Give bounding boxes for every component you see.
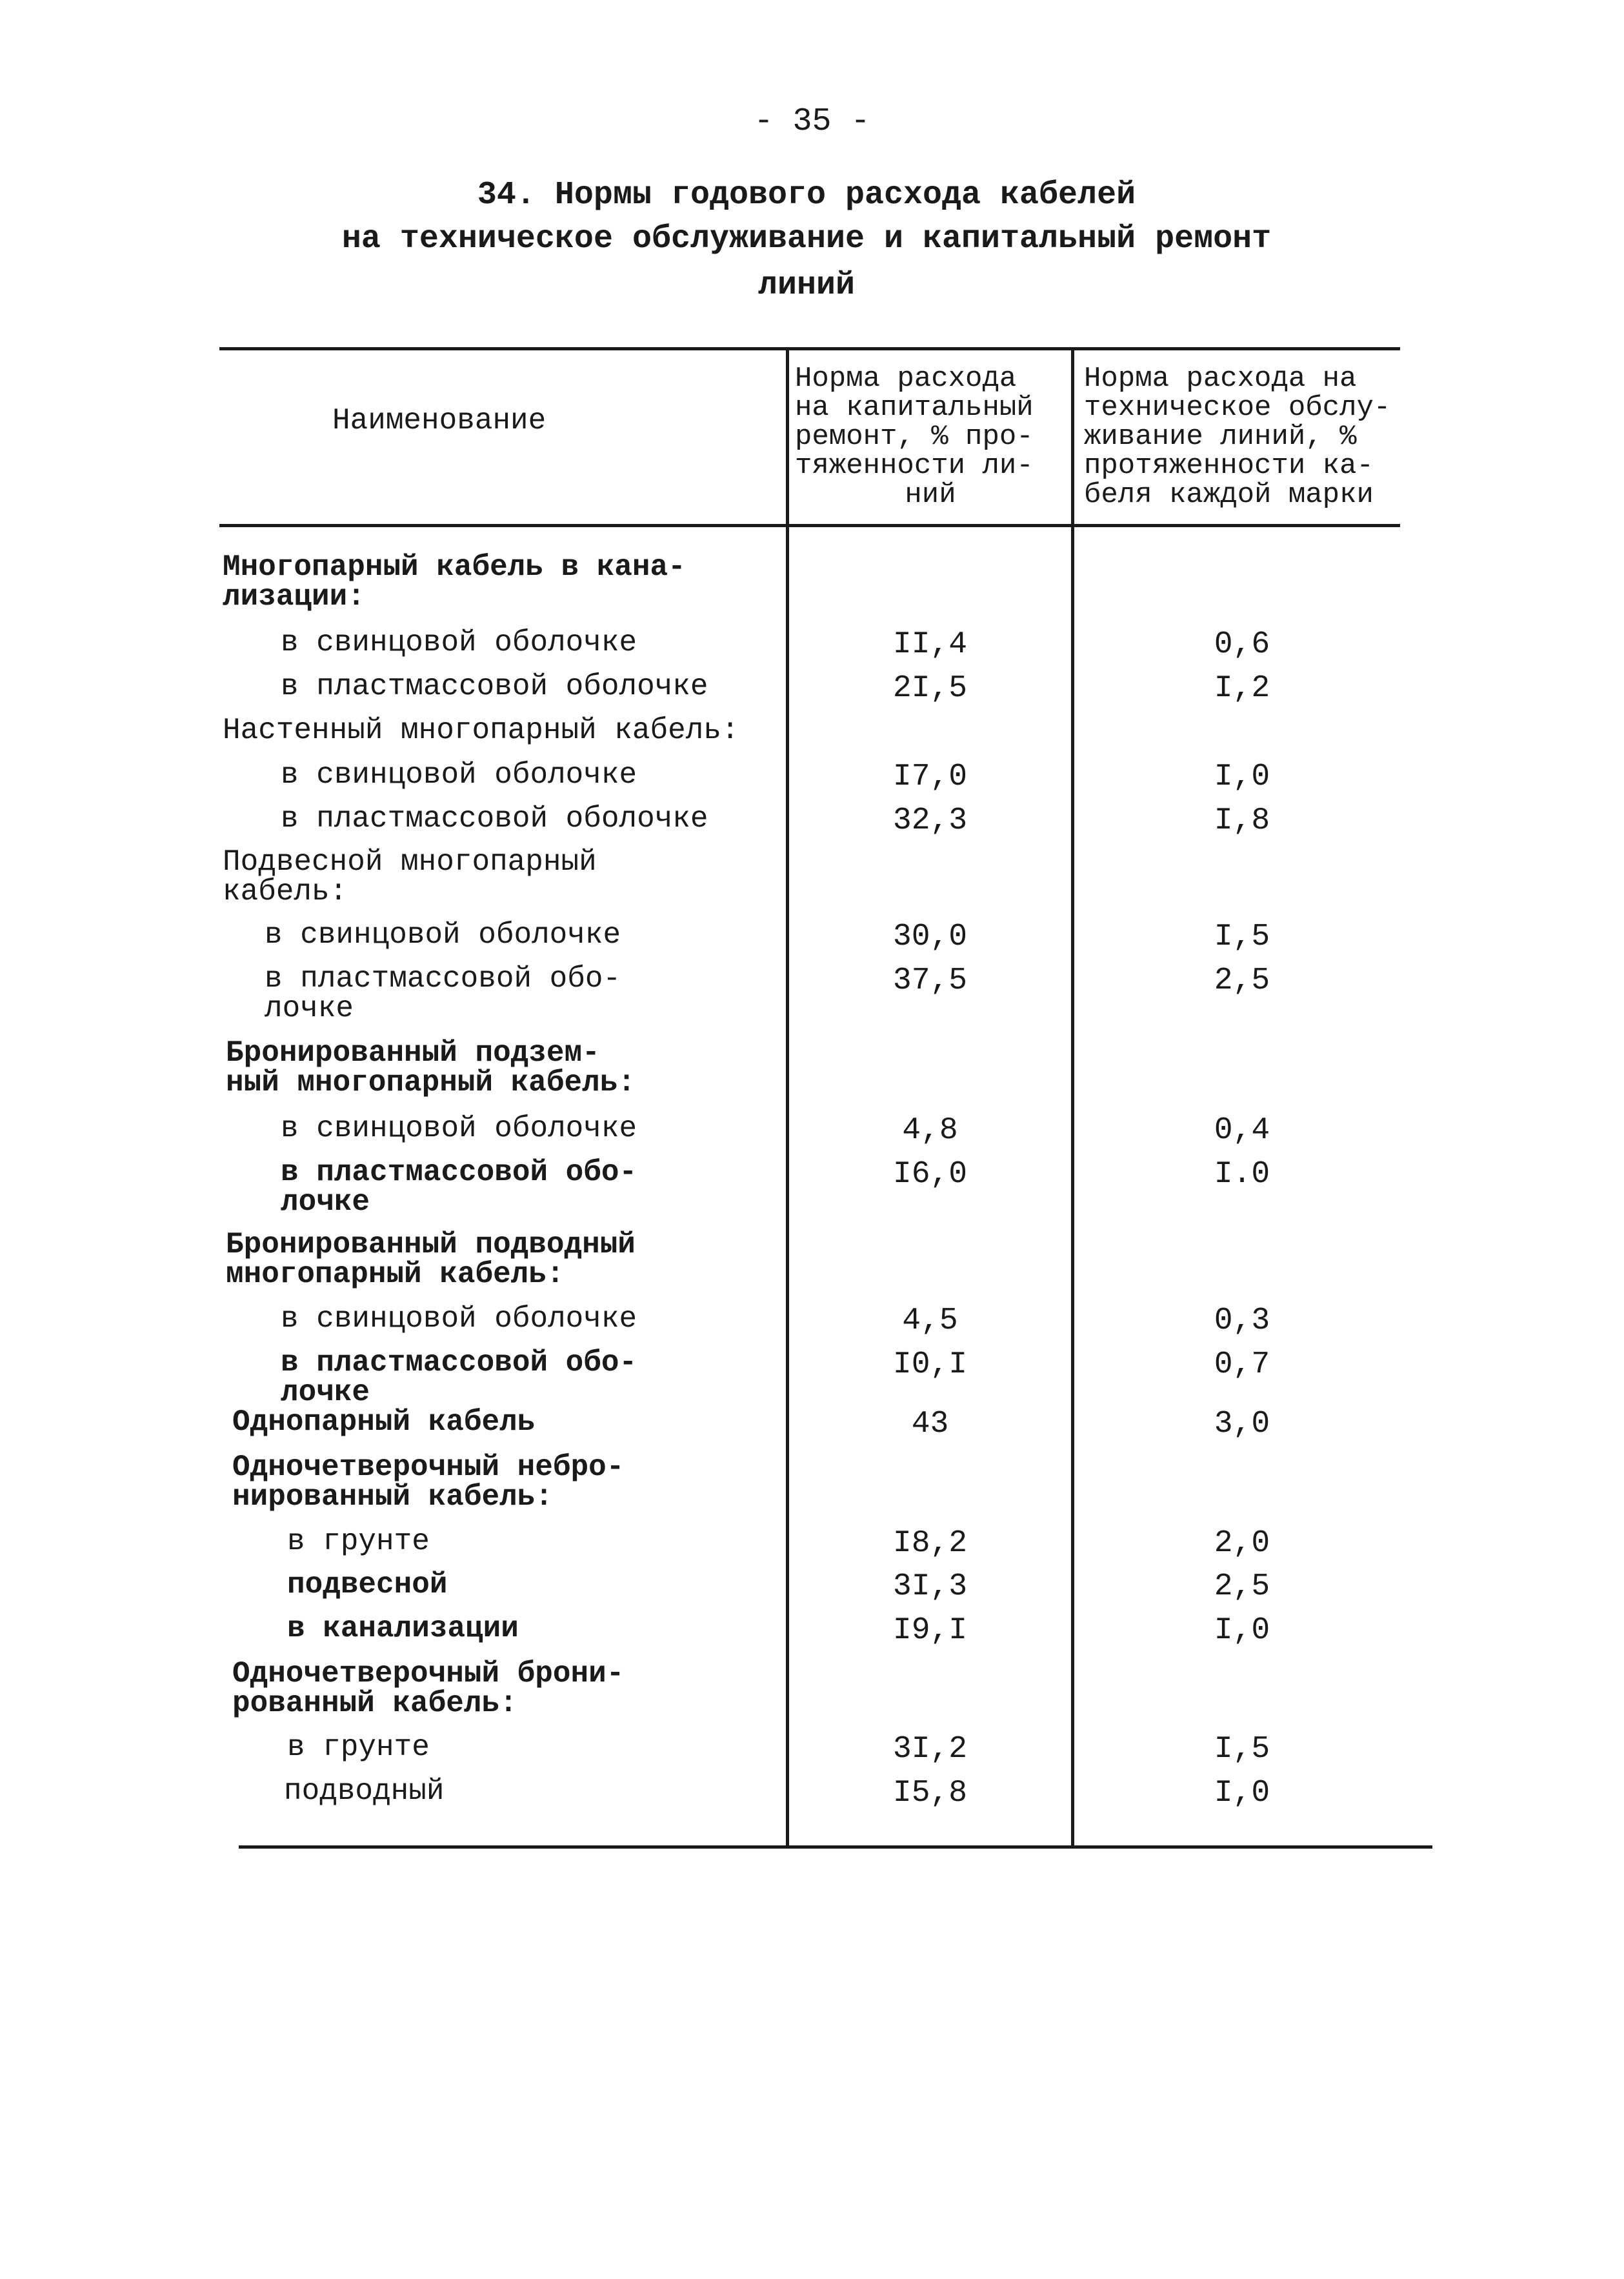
maintenance-value: 0,3 <box>1214 1303 1270 1338</box>
maintenance-value: I,0 <box>1214 759 1270 794</box>
maintenance-value: I,5 <box>1214 1732 1270 1767</box>
header-maint-line: Норма расхода на <box>1084 363 1357 395</box>
capital-repair-value: 4,5 <box>902 1303 958 1338</box>
row-name-text: лочке <box>265 992 354 1025</box>
row-name-text: в пластмассовой обо- <box>265 962 621 996</box>
capital-repair-value: I7,0 <box>892 759 968 794</box>
row-name-text: в пластмассовой оболочке <box>281 802 708 836</box>
capital-repair-value: 43 <box>911 1407 949 1441</box>
row-name-text: лочке <box>281 1185 370 1219</box>
maintenance-value: 0,6 <box>1214 627 1270 662</box>
row-name-text: в свинцовой оболочке <box>281 758 637 792</box>
row-name-text: Одночетверочный брони- <box>232 1657 625 1691</box>
row-name-text: рованный кабель: <box>232 1687 517 1720</box>
maintenance-value: I,2 <box>1214 671 1270 706</box>
maintenance-value: I,0 <box>1214 1613 1270 1648</box>
row-name-text: в грунте <box>287 1731 430 1764</box>
maintenance-value: I,5 <box>1214 919 1270 954</box>
maintenance-value: 2,5 <box>1214 1569 1270 1604</box>
row-name-text: кабель: <box>223 875 348 909</box>
capital-repair-value: 32,3 <box>892 803 968 838</box>
row-name-text: в пластмассовой обо- <box>281 1346 637 1380</box>
row-name-text: в свинцовой оболочке <box>281 1112 637 1145</box>
row-name-text: в свинцовой оболочке <box>281 1302 637 1336</box>
row-name-text: Подвесной многопарный <box>223 845 597 879</box>
row-name-text: ный многопарный кабель: <box>226 1066 636 1099</box>
capital-repair-value: I9,I <box>892 1613 968 1648</box>
header-capital-line: ремонт, % про- <box>795 421 1034 453</box>
maintenance-value: I,8 <box>1214 803 1270 838</box>
row-name-text: в свинцовой оболочке <box>265 918 621 952</box>
maintenance-value: 3,0 <box>1214 1407 1270 1441</box>
capital-repair-value: 3I,2 <box>892 1732 968 1767</box>
maintenance-value: 2,5 <box>1214 963 1270 998</box>
maintenance-value: 2,0 <box>1214 1526 1270 1561</box>
header-maint-line: техническое обслу- <box>1084 392 1391 424</box>
capital-repair-value: 30,0 <box>892 919 968 954</box>
table-title-line: 34. Нормы годового расхода кабелей <box>477 177 1136 214</box>
row-name-text: в пластмассовой обо- <box>281 1156 637 1189</box>
capital-repair-value: 2I,5 <box>892 671 968 706</box>
header-maint-line: живание линий, % <box>1084 421 1357 453</box>
header-name: Наименование <box>332 404 546 437</box>
row-name-text: Однопарный кабель <box>232 1405 536 1439</box>
capital-repair-value: I8,2 <box>892 1526 968 1561</box>
header-capital-line: на капитальный <box>795 392 1034 424</box>
header-capital-line: Норма расхода <box>795 363 1017 395</box>
row-name-text: Одночетверочный небро- <box>232 1451 625 1484</box>
header-capital-line: тяженности ли- <box>795 450 1034 482</box>
page-number: - 35 - <box>754 103 870 140</box>
maintenance-value: I,0 <box>1214 1776 1270 1811</box>
header-bottom-rule <box>219 524 1400 527</box>
header-maint-line: протяженности ка- <box>1084 450 1374 482</box>
capital-repair-value: 4,8 <box>902 1113 958 1148</box>
capital-repair-value: 3I,3 <box>892 1569 968 1604</box>
capital-repair-value: I5,8 <box>892 1776 968 1811</box>
row-name-text: Многопарный кабель в кана- <box>223 550 686 584</box>
table-bottom-rule <box>239 1845 1432 1849</box>
row-name-text: в канализации <box>287 1612 519 1645</box>
capital-repair-value: 37,5 <box>892 963 968 998</box>
row-name-text: подвесной <box>287 1568 448 1601</box>
table-title-line: линий <box>757 267 856 304</box>
row-name-text: подводный <box>284 1774 445 1808</box>
maintenance-value: I.0 <box>1214 1157 1270 1192</box>
row-name-text: в пластмассовой оболочке <box>281 670 708 703</box>
row-name-text: Бронированный подзем- <box>226 1036 600 1070</box>
header-maint-line: беля каждой марки <box>1084 479 1374 511</box>
table-title-line: на техническое обслуживание и капитальный ремонт <box>341 221 1272 257</box>
capital-repair-value: I0,I <box>892 1347 968 1382</box>
capital-repair-value: I6,0 <box>892 1157 968 1192</box>
row-name-text: многопарный кабель: <box>226 1258 565 1291</box>
row-name-text: Бронированный подводный <box>226 1228 636 1261</box>
maintenance-value: 0,4 <box>1214 1113 1270 1148</box>
row-name-text: в грунте <box>287 1525 430 1558</box>
row-name-text: Настенный многопарный кабель: <box>223 714 739 747</box>
header-capital-line: ний <box>905 479 956 511</box>
row-name-text: лочке <box>281 1376 370 1409</box>
row-name-text: лизации: <box>223 580 365 614</box>
capital-repair-value: II,4 <box>892 627 968 662</box>
row-name-text: в свинцовой оболочке <box>281 626 637 659</box>
table-top-rule <box>219 347 1400 350</box>
row-name-text: нированный кабель: <box>232 1480 553 1514</box>
maintenance-value: 0,7 <box>1214 1347 1270 1382</box>
